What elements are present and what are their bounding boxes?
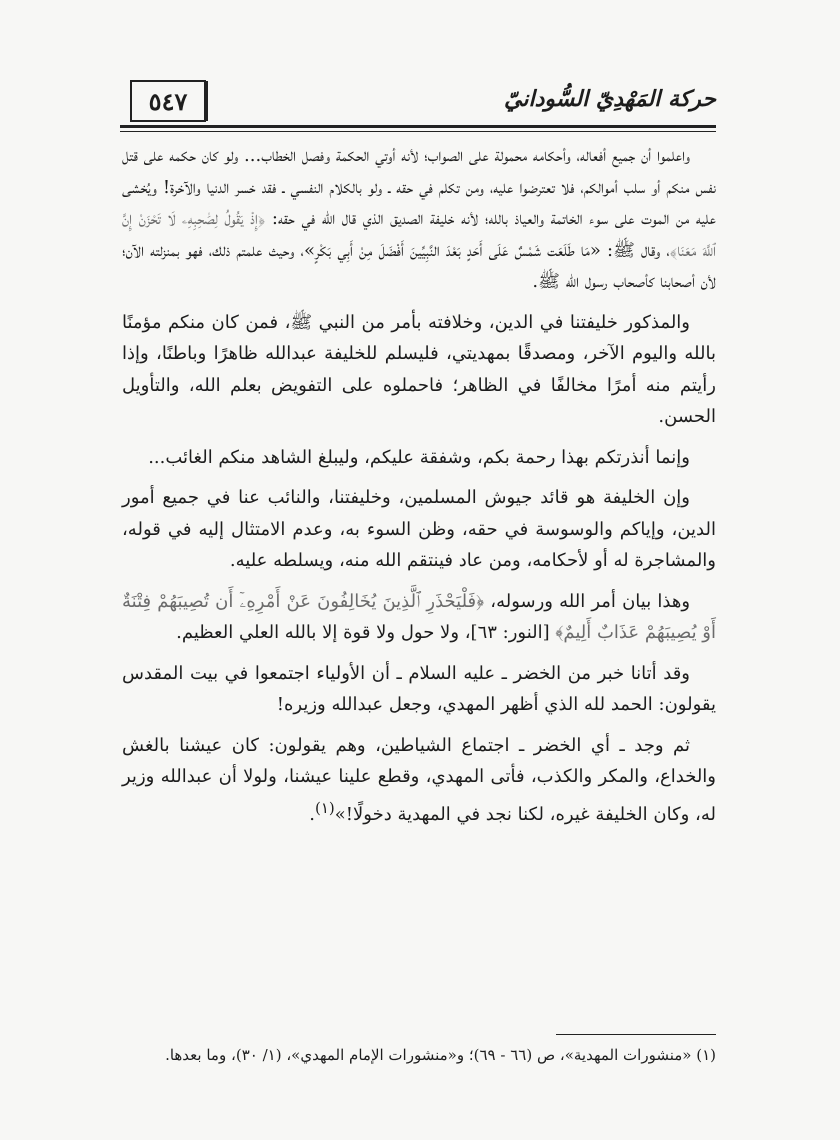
quran-verse: ﴿إِذْ يَقُولُ لِصَٰحِبِهِۦ لَا تَحْزَنْ إِنَّ ٱللَّهَ مَعَنَا﴾: [122, 208, 716, 261]
footnote-marker: (١): [314, 798, 335, 817]
page-number-box: [130, 80, 206, 122]
paragraph: [122, 307, 716, 433]
page-number: ٥٤٧: [148, 86, 188, 116]
paragraph: [122, 442, 716, 474]
paragraph-text: وقد أتانا خبر من الخضر ـ عليه السلام ـ أن الأولياء اجتمعوا في بيت المقدس يقولون: الحمد لله الذي أظهر المهدي، وجعل عبدالله وزيره!: [122, 662, 716, 715]
paragraph: [122, 658, 716, 721]
paragraph-text: وإنما أنذرتكم بهذا رحمة بكم، وشفقة عليكم، وليبلغ الشاهد منكم الغائب...: [148, 446, 690, 468]
header-rule-thick: [120, 125, 716, 128]
page-body: [122, 140, 716, 839]
footnote: (١) «منشورات المهدية»، ص (٦٦ - ٦٩)؛ و«منشورات الإمام المهدي»، (١/ ٣٠)، وما بعدها.: [165, 1046, 716, 1064]
paragraph: [122, 730, 716, 831]
paragraph: [122, 586, 716, 649]
paragraph-text: .: [309, 803, 315, 825]
header-rule-thin: [120, 131, 716, 132]
footnote-separator: [556, 1034, 716, 1035]
paragraph-text: وهذا بيان أمر الله ورسوله،: [484, 590, 691, 612]
paragraph-text: [النور: ٦٣]، ولا حول ولا قوة إلا بالله العلي العظيم.: [176, 622, 556, 643]
paragraph-text: ثم وجد ـ أي الخضر ـ اجتماع الشياطين، وهم يقولون: كان عيشنا بالغش والخداع، والمكر والكذب، فأتى المهدي، وقطع علينا عيشنا، ولولا أن عبدالله وزير له، وكان الخليفة غيره، لكنا نجد في المهدية دخولًا!»: [122, 734, 716, 825]
paragraph-text: واعلموا أن جميع أفعاله، وأحكامه محمولة على الصواب؛ لأنه أوتي الحكمة وفصل الخطاب... ولو كان حكمه على قتل نفس منكم أو سلب أموالكم، فلا تعترضوا عليه، ومن تكلم في حقه ـ ولو بالكلام النفسي ـ فقد خسر الدنيا والآخرة! ويُخشى عليه من الموت على سوء الخاتمة والعياذ بالله؛ لأنه خليفة الصديق الذي قال الله في حقه:: [122, 145, 716, 229]
paragraph-text: وإن الخليفة هو قائد جيوش المسلمين، وخليفتنا، والنائب عنا في جميع أمور الدين، وإياكم والوسوسة في حقه، وظن السوء به، وعدم الامتثال إليه في قوله، والمشاجرة له أو لأحكامه، ومن عاد فينتقم الله منه، ويسلطه عليه.: [122, 487, 716, 571]
running-title: حركة المَهْدِيّ السُّودانيّ: [504, 86, 716, 112]
page-header: [120, 72, 716, 128]
quran-verse: ﴿فَلْيَحْذَرِ ٱلَّذِينَ يُخَالِفُونَ عَنْ أَمْرِهِۦٓ أَن تُصِيبَهُمْ فِتْنَةٌ أَوْ يُصِيبَهُمْ عَذَابٌ أَلِيمٌ﴾: [122, 590, 716, 643]
paragraph-text: والمذكور خليفتنا في الدين، وخلافته بأمر من النبي ﷺ، فمن كان منكم مؤمنًا بالله واليوم الآخر، ومصدقًا بمهديتي، فليسلم للخليفة عبدالله ظاهرًا وباطنًا، وإذا رأيتم منه أمرًا مخالفًا في الظاهر؛ فاحملوه على التفويض بعلم الله، والتأويل الحسن.: [122, 311, 716, 427]
paragraph: [122, 482, 716, 577]
paragraph-text: ، وقال ﷺ: «مَا طَلَعَت شَمْسٌ عَلَى أَحَدٍ بَعْدَ النَّبِيِّينَ أَفْضَلَ مِنْ أَبِي بَكْرٍ»، وحيث علمتم ذلك، فهو بمنزلته الآن؛ لأن أصحابنا كأصحاب رسول الله ﷺ.: [122, 239, 716, 292]
paragraph: [122, 140, 716, 298]
